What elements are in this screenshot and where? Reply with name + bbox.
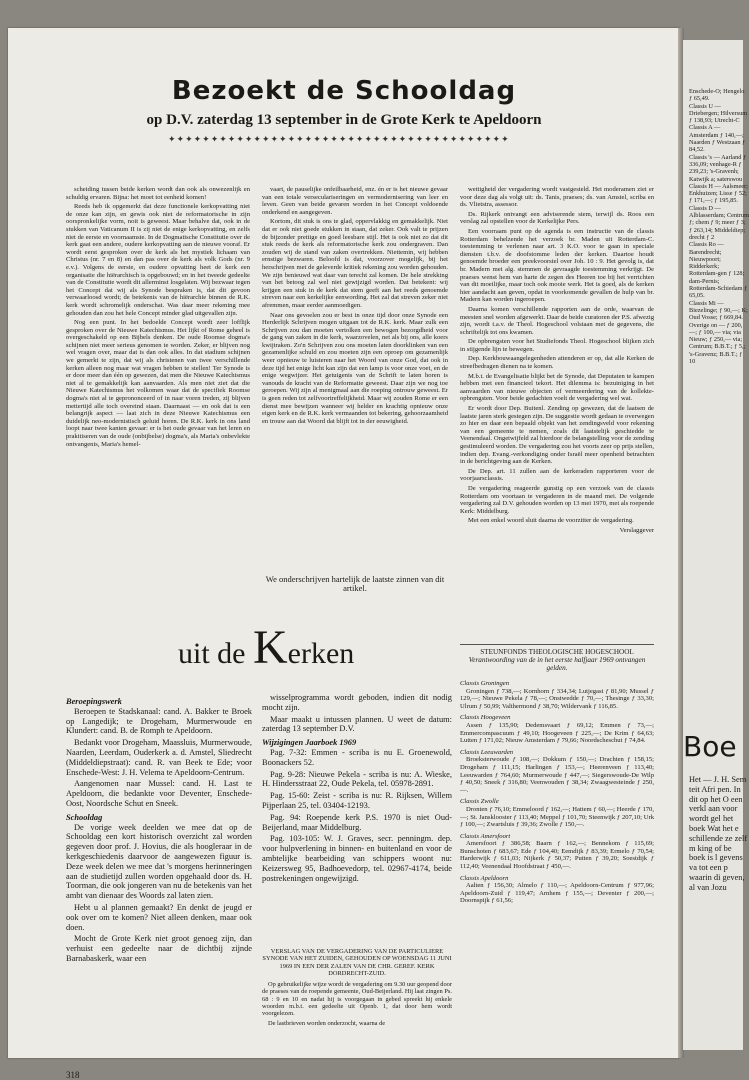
magazine-page — [8, 28, 680, 1080]
adjacent-line: Classis 's — Aarland ƒ 336,09; venhage-R ƒ 239,23; 's-Gravenh; Katwijk a; saterswou — [689, 153, 747, 183]
article-paragraph: Reeds heb ik opgemerkt dat deze functionele kerkopvatting niet de onze kan zijn, en gewis ook niet de reformatorische in zijn oorspronkelijke vorm, noit is geweest. Maar behalve dat, ook in de stukken van Vaticanum II is zij niet de enige kerkopvatting, en zelfs niet de eerste en voornaamste. In de Dogmatische Constitutie over de kerk gaat een andere, oudere kerkopvatting aan de nieuwe vooraf. Er wordt eerst gesproken over de kerk als het mystiek lichaam van Christus (nr. 7 en 8) en dan pas over de kerk als volk Gods (nr. 9 e.v.). Volgens de eerste, en oudere opvatting heet de kerk een organisatie die hiërarchisch is opgebouwd; en in het tweede gedeelte van de Constitutie wordt dit allerminst losgelaten. Wij bezwaar tegen het Concept dat wij als Synode bespraken is, dat dit gevoon verwaarloosd wordt; de betekenis van de hiërarchie binnen de R.K. kerk wordt schromelijk onderschat. Was daar meer rekening mee gehouden dan zou het hele Concept minder glad uitgevallen zijn. — [66, 203, 250, 317]
divider-line — [460, 644, 654, 645]
report-paragraph: De opbrengsten voor het Studiefonds Theol. Hogeschool blijken zich in stijgende lijn te bewegen. — [460, 338, 654, 353]
news-paragraph: Hebt u al plannen gemaakt? En denkt de jeugd er ook over om te komen? Niet alleen denken, maar ook doen. — [66, 902, 252, 932]
ornamental-divider: ✦✦✦✦✦✦✦✦✦✦✦✦✦✦✦✦✦✦✦✦✦✦✦✦✦✦✦✦✦✦✦✦✦✦✦✦✦✦✦✦ — [168, 134, 510, 144]
section-title-suffix: erken — [287, 637, 355, 670]
article-paragraph: Nog een punt. In het bedoelde Concept wordt zeer lofflijk gesproken over de Nieuwe Katechismus. Het lijkt of Rome geheel is overgeschakeld op een Bijbels denken. De oude Roomse dogma's schijnen niet meer serieus genomen te worden. Zeker, er blijven nog wel vragen over, maar dat is dan ook alles. In dat stadium schijnen we gemerkt te zijn, dat wij als christenen van twee verschillende kerken alleen nog maar wat vragen hebben te stellen! Ter Synode is er door meer dan één op gewezen, dat men die Nieuwe Katechismus niet al te gemakkelijk kan aanvaarden. Als men niet ziet dat die Nieuwe Katechismus het volkomen waar dat de specifiek Roomse dogma's niet al te geprononceerd of in naar voren treden, zij blijven mettertijd alle toch overeind staan. Daarnaast — en ook dat is een belangrijk aspect — laat zich in deze Nieuwe Katechismus een duidelijk neo-modernistisch geluid horen. De R.K. kerk in ons land loopt naar twee kanten gevaar: er is het oude gevaar van het leren en prakitiseren van de oude (onbijbelse) dogma's, als Maria's onbevlekte ontvangenis, Maria's hemel- — [66, 319, 250, 448]
classis-amounts: Amersfoort ƒ 386,58; Baarn ƒ 162,—; Bennekom ƒ 115,69; Bunschoten ƒ 683,67; Ede ƒ 104,40; Eemdijk ƒ 83,39; Ermelo ƒ 70,54; Harderwijk ƒ 611,03; Nijkerk ƒ 50,37; Putten ƒ 39,20; Soestdijk ƒ 112,40; Veenendaal Hoofdstraat ƒ 450,—. — [460, 840, 654, 871]
news-paragraph: Maar maakt u intussen plannen. U weet de datum: zaterdag 13 september D.V. — [262, 714, 452, 734]
article-column-1 — [66, 186, 250, 584]
news-paragraph: Bedankt voor Drogeham, Maassluis, Murmerwoude, Naarden, Leerdam, Ouderkerk a. d. Amstel, Sliedrecht (Middeldiepstraat): cand. R. van Beek te Ede; voor Enschede-West: J. H. Velema te Apeldoorn-Centrum. — [66, 738, 252, 777]
adjacent-line: Classis Mi — Biezelinge; ƒ 90,—; K; Oud Vosse; ƒ 669,84. — [689, 299, 748, 322]
news-paragraph: Pag. 103-105: W. J. Graves, secr. penningm. dep. voor hulpverlening in binnen- en buitenland en voor de ambtelijke bearbeiding van schippers woont nu: Keizersweg 95, Badhoevedorp, tel. 02967-4174, beide postrekeningen ongewijzigd. — [262, 834, 452, 883]
section-title-prefix: uit de — [178, 637, 253, 670]
fund-subtitle: Verantwoording van de in het eerste halfjaar 1969 ontvangen gelden. — [468, 656, 646, 672]
adjacent-line: Enschede-O; Hengelo ƒ 65,49. — [689, 88, 745, 103]
classis-amounts: Dronten ƒ 76,10; Emmeloord ƒ 162,—; Hattem ƒ 60,—; Heerde ƒ 170,—; St. Jansklooster ƒ 113,40; Meppel ƒ 101,70; Steenwijk ƒ 207,10; Urk ƒ 100,—; Zwartsluis ƒ 39,36; Zwolle ƒ 150,—. — [460, 805, 654, 829]
section-title — [178, 620, 354, 675]
report-paragraph: De Dep. art. 11 zullen aan de kerkeraden rapporteren voor de voorjaarsclassis. — [460, 467, 654, 483]
classis-amounts: Aalten ƒ 156,30; Almelo ƒ 110,—; Apeldoorn-Centrum ƒ 977,96; Apeldoorn-Zuid ƒ 119,47; Arnhem ƒ 155,—; Deventer ƒ 200,—; Doornspijk ƒ 61,56; — [460, 882, 654, 905]
classis-amounts: Broeksterwoude ƒ 108,—; Dokkum ƒ 150,—; Drachten ƒ 158,15; Drogeham ƒ 111,15; Harlingen ƒ 153,—; Heerenveen ƒ 113,40; Leeuwarden ƒ 764,60; Murmerwoude ƒ 447,—; Siegerswoude-De Wilp ƒ 40,50; Sneek ƒ 316,80; Veenwouden ƒ 38,34; Zwaagwesteinde ƒ 250,—. — [460, 756, 654, 794]
adjacent-line: Classis U — Driebergen; Hilversum ƒ 138,93; Utrecht-C — [689, 102, 748, 125]
section-heading: Wijzigingen Jaarboek 1969 — [262, 738, 357, 748]
news-paragraph: Pag. 9-28: Nieuwe Pekela - scriba is nu: A. Wieske, H. Hindersstraat 22, Oude Pekela, tel. 05978-2891. — [262, 769, 452, 789]
church-news-column-2 — [262, 693, 452, 943]
article-paragraph: Naar ons gevoelen zou er best in onze tijd door onze Synode een Herderlijk Schrijven mogen uitgaan tot de R.K. kerk. Maar zulk een Schrijven zou dan moeten vertolken een bewogen bezorgdheid voor de gang van zaken in die kerk, waarzovelen, net als bij ons, alle koers kwijtraken. Zo'n Schrijven zou ons moeten laten doorklinken van een gezamenlijke schuld en zou moeten zijn een oproep om gezamenlijk weer opnieuw te luisteren naar het Woord van onze God, dat ook in deze tijd het enige licht kan zijn dat een lamp is voor onze voet, en de enige wegwijzer. Het getuigenis van de Schrift te laten horen is vanouds de kracht van de Reformatie geweest. Daar zijn we nog toe geroepen. Wij zijn al menigmaal aan die roeping ontrouw geweest. Er is geen reden tot zelfvoortreffelijkheid. Maar wij zouden Rome er een dienst mee bewijzen wanneer wij helder en krachtig opnieuw onze eigen kerk en de R.K. kerk vermaanden tot bekering, gehoorzaamheid en trouw aan dat Woord dat blijft tot in der eeuwigheid. — [262, 311, 448, 425]
classis-name: Classis Hoogeveen — [460, 714, 511, 722]
news-paragraph: Aangenomen naar Mussel: cand. H. Last te Apeldoorn, die bedankte voor Deventer, Enschede-Oost, Noordsche Schut en Sneek. — [66, 779, 252, 808]
report-signature: Verslaggever — [619, 526, 654, 534]
report-paragraph: De lastbrieven worden onderzocht, waarna de — [268, 1019, 386, 1027]
news-paragraph: Mocht de Grote Kerk niet groot genoeg zijn, dan verhuist een gedeelte naar de dichtbij zijnde Barnabaskerk, waar een — [66, 934, 252, 963]
article-paragraph: vaart, de pauselijke onfeilbaarheid, enz. én er is het nieuwe gevaar van een totale verseculariseringen en vermodernisering van leer en leven. Geen van beide gevaren worden in het Concept voldoende onderkend en aangegeven. — [262, 186, 448, 216]
news-paragraph: Beroepen te Stadskanaal: cand. A. Bakker te Broek op Langedijk; te Drogeham, Murmerwoude en Klundert: cand. B. de Romph te Apeldoorn. — [66, 706, 252, 736]
news-paragraph: wisselprogramma wordt geboden, indien dit nodig mocht zijn. — [262, 693, 452, 712]
adjacent-line: Classis D — Alblasserdam; Centrum ƒ; chem ƒ 9; meer ƒ 3; ƒ 263,14; Middeldiep; drecht ƒ 2 — [689, 204, 749, 241]
classis-name: Classis Apeldoorn — [460, 874, 509, 882]
news-paragraph: Pag. 15-60: Zeist - scriba is nu: R. Rijksen, Willem Pijperlaan 25, tel. 03404-12193. — [262, 791, 452, 810]
adjacent-page — [683, 40, 749, 1050]
adjacent-line: Overige on — ƒ 200,—; ƒ 100,— via; via Nieuw; ƒ 250,— via; Centrum; B.B.T.; ƒ 5,; 's-Gravenz; B.B.T.; ƒ 10 — [689, 321, 746, 365]
article-column-2 — [262, 186, 448, 584]
report-paragraph: wettigheid der vergadering wordt vastgesteld. Het moderamen ziet er voor deze dag als volgt uit: ds. Tanis, praeses; ds. van Amstel, scriba en ds. Vlietstra, assessor. — [460, 186, 654, 209]
report-paragraph: Op gebruikelijke wijze wordt de vergadering om 9.30 uur geopend door de praeses van de roepende gemeente, Oud-Beijerland. Hij laat zingen Ps. 68 : 9 en 10 en nadat hij is voorgegaan in gebed spreekt hij enkele woorden m.b.t. een gedeelte uit Openb. 1, dat door hem wordt voorgelezen. — [262, 981, 452, 1018]
report-paragraph: Er wordt door Dep. Buitenl. Zending op gewezen, dat de laatsen de laatste jaren sterk gestegen zijn. De suggestie wordt gedaan te overwegen zo hier en daar een bepaald objekt van het zendingsveld voor rekening van een gemeente te nemen, zoals dit laatstelijk geschiedde te Veenendaal. Ongetwijfeld zal hierdoor de belangstelling voor de zending gestimuleerd worden. De vergadering zou het voorts zeer op prijs stellen, indien dep. Evang.-verkondiging onder Israël meer openheid betrachten in de berichtgeving aan de Kerken. — [460, 405, 654, 466]
page-number: 318 — [66, 1070, 80, 1080]
classis-amounts: Assen ƒ 135,90; Dedemsvaart ƒ 69,12; Emmen ƒ 73,—; Emmercompascuum ƒ 49,10; Hoogeveen ƒ 225,—; De Krim ƒ 64,63; Lutten ƒ 171,02; Nieuw Amsterdam ƒ 79,66; Noordscheschut ƒ 74,84. — [460, 721, 654, 745]
report-paragraph: Een voorraam punt op de agenda is een instructie van de classis Rotterdam behelzende het verzoek br. Maden uit Rotterdam-C. toestemming te verlenen naar art. 3 K.O. voor te gaan in speciale diensten t.b.v. de doofstomme leden der kerken. Daartoe houdt genoemde broeder een preekvoorstel over Joh. 10 : 9. Het gevolg is, dat br. Madern met alg. stemmen de gevraagde toestemming verkrijgt. De praeses wenst hem van harte de zegen des Heeren toe bij het verrichten van dit moeilijke, maar toch ook mooie werk. Het is goed, als de kerken hier aandacht aan geven, opdat in voorkomende gevallen de hulp van br. Madern kan worden ingeroepen. — [460, 227, 654, 304]
article-paragraph: Kortom, dit stuk is ons te glad, oppervlakkig en gemakkelijk. Niet dat er ook niet goede stukken in staan, dat zeker. Ook valt te prijzen de bijzonder prettige en goed leesbare stijl. Het is ook niet zo dat dit stuk reeds de kerk als reformatorische kerk zou ondergraven. Dan zouden wij de stand van zaken overtrekken. Niettemin, wij hebben ernstige bezwaren. Beloofd is dat, voorzover mogelijk, bij het herschrijven met de geleverde kritiek rekening zou worden gehouden. We zijn benieuwd wat daar van terecht zal komen. De hele strekking van het betoog zal wel niet gewijzigd worden. Dat betekent: wij krijgen een stuk in de kerk dat stem geeft aan het reeds genoemde streven naar een kerkelijke eenwording. Het zal dat streven zeker niet afremmen, maar eerder aanmoedigen. — [262, 218, 448, 309]
classis-name: Classis Zwolle — [460, 798, 499, 806]
synod-report-title: VERSLAG VAN DE VERGADERING VAN DE PARTICULIERE SYNODE VAN HET ZUIDEN, GEHOUDEN OP WOENSDAG 11 JUNI 1969 IN EEN DER ZALEN VAN DE CHR. GEREF. KERK DORDRECHT-ZUID. — [262, 948, 452, 977]
article-paragraph: scheiding tussen beide kerken wordt dan ook als onwezenlijk en schuldig ervaren. Bijna: het moet tot eenheid komen! — [66, 186, 250, 201]
adjacent-body-text: Het — J. H. Sem teit Afri pen. In dit op het O een verkl aan voor wordt gel het boek Wat het e schillende ze zelf m king of be boek is l gevens va tot een p waarin di geven, al van Jozu — [689, 775, 748, 892]
adjacent-line: Classis A — Amsterdam ƒ 140,—; Naarden ƒ Westzaan ƒ 84,52. — [689, 124, 746, 154]
adjacent-line: Classis Ro — Barendrecht; Nieuwpoort; Ridderkerk; Rotterdam-gen ƒ 128; dam-Pernis; Rotterdam-Schiedam ƒ 65,05. — [689, 241, 748, 300]
adjacent-headline: Boe — [683, 730, 737, 763]
report-paragraph: Ds. Rijkerk ontvangt een adviserende stem, terwijl ds. Roos een verslag zal opstellen voor de Kerkelijke Pers. — [460, 210, 654, 226]
adjacent-page-text — [689, 88, 749, 365]
report-paragraph: Dep. Kerkbouwaangelegenheden attenderen er op, dat alle Kerken de streefbedragen dienen na te komen. — [460, 355, 654, 371]
fund-contributions — [460, 676, 654, 1076]
report-paragraph: Met een enkel woord sluit daarna de voorzitter de vergadering. — [468, 517, 634, 525]
report-paragraph: De vergadering reageerde gunstig op een verzoek van de classis Rotterdam om voortaan te vergaderen in de maand mei. De volgende vergadering zal D.V. gehouden worden op 13 mei 1970, met als roepende Kerk: Middelburg. — [460, 484, 654, 515]
news-paragraph: Pag. 94: Roepende kerk P.S. 1970 is niet Oud-Beijerland, maar Middelburg. — [262, 812, 452, 832]
section-heading: Schooldag — [66, 812, 103, 822]
report-paragraph: Daarna komen verschillende rapporten aan de orde, waarvan de meesten snel worden afgewerkt. Daar de beide curatoren der P.S. afwezig zijn, wordt t.a.v. de Theol. Hogeschool volstaan met de gegevens, die schriftelijk tot ons kwamen. — [460, 305, 654, 336]
classis-name: Classis Amersfoort — [460, 832, 511, 840]
classis-amounts: Groningen ƒ 738,—; Kornhorn ƒ 334,34; Lutjegast ƒ 81,90; Mussel ƒ 129,—; Nieuwe Pekela ƒ 78,—; Onstwedde ƒ 70,—; Thesinge ƒ 33,30; Ulrum ƒ 50,99; Valthermond ƒ 38,70; Wildervank ƒ 116,85. — [460, 687, 654, 710]
church-news-column-1 — [66, 693, 252, 1078]
article-closing-line: We onderschrijven hartelijk de laatste zinnen van dit artikel. — [265, 574, 445, 593]
adjacent-line: Classis H — Aalsmeer; Enkhuizen; Lisse ƒ 52; ƒ 171,—; ƒ 195,85. — [689, 182, 748, 205]
fund-title: STEUNFONDS THEOLOGISCHE HOGESCHOOL — [480, 648, 634, 656]
section-title-initial: K — [253, 621, 288, 674]
classis-name: Classis Leeuwarden — [460, 748, 514, 756]
article-subheadline: op D.V. zaterdag 13 september in de Grote Kerk te Apeldoorn — [146, 112, 542, 128]
article-column-3 — [460, 186, 654, 646]
section-heading: Beroepingswerk — [66, 697, 122, 706]
classis-name: Classis Groningen — [460, 680, 510, 687]
news-paragraph: Pag. 7-32: Emmen - scriba is nu E. Groenewold, Boonackers 52. — [262, 747, 452, 767]
news-paragraph: De vorige week deelden we mee dat op de Schooldag een kort historisch overzicht zal worden gegeven door prof. J. Hovius, die als hoogleraar in de kerkgeschiedenis daarvoor de aangewezen figuur is. Deze week delen we mee dat 's morgens herinneringen aan de studietijd zullen worden opgehaald door ds. H. Toorman, die ook jongeren van nu de betekenis van het ambt van dienaar des Woords zal laten zien. — [66, 822, 252, 901]
synod-report — [262, 948, 452, 1078]
article-headline: Bezoekt de Schooldag — [171, 76, 517, 106]
report-paragraph: M.b.t. de Evangelisatie blijkt bet de Synode, dat Deputaten te kampen hebben met een financieel tekort. Het dilemma is: bezuiniging in het aanvaarden van nieuwe objecten of vermeerdering van de kollekte-opbrengsten. Voor beide gedachten voelt de vergadering wel wat. — [460, 372, 654, 403]
fund-heading — [460, 648, 654, 672]
